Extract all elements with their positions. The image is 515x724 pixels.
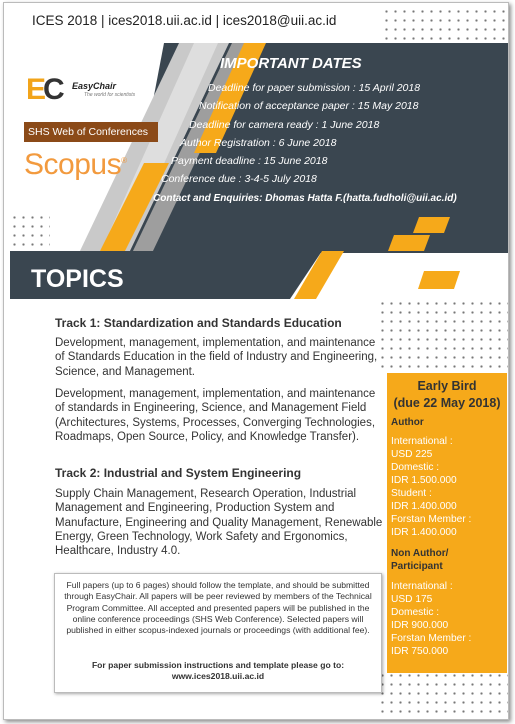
- price-line: IDR 1.400.000: [391, 501, 457, 512]
- date-line: Deadline for camera ready : 1 June 2018: [189, 119, 380, 131]
- track-2-title: Track 2: Industrial and System Engineering: [55, 466, 302, 480]
- price-line: International :: [391, 436, 453, 447]
- price-line: USD 175: [391, 594, 433, 605]
- track-2-paragraph-1: Supply Chain Management, Research Operation, Industrial Management and Engineering, Production System and Manufacture, Engineering and Quality Management, Renewable Energy, Green Technology, Work Safety and Ergonomics, Healthcare, Industry 4.0.: [55, 488, 383, 558]
- scopus-logo: [24, 148, 126, 182]
- track-1-title: Track 1: Standardization and Standards Education: [55, 316, 342, 330]
- price-line: International :: [391, 581, 453, 592]
- price-line: USD 225: [391, 449, 433, 460]
- price-line: Student :: [391, 488, 432, 499]
- non-author-heading: Non Author/: [391, 548, 449, 559]
- date-line: Author Registration : 6 June 2018: [180, 137, 337, 149]
- price-line: Domestic :: [391, 462, 440, 473]
- scopus-logo-text: Scopus: [24, 148, 122, 181]
- submission-note-text: Full papers (up to 6 pages) should follow the template, and should be submitted through EasyChair. All papers will be peer reviewed by members of the Technical Program Committee. All accepted and presented papers will be published in the online conference proceedings (SHS Web Conference). Selected papers will published in either scopus-indexed journals or proceedings (with additional fee).: [64, 580, 372, 636]
- scopus-logo-registered: ®: [121, 156, 127, 165]
- price-line: IDR 1.400.000: [391, 527, 457, 538]
- price-line: IDR 900.000: [391, 620, 449, 631]
- track-1-paragraph-1: Development, management, implementation, and maintenance of Standards Education in the field of Industry and Engineering, Science, and Management.: [55, 337, 378, 378]
- conference-flyer: [3, 2, 509, 720]
- date-line: Notification of acceptance paper : 15 May 2018: [199, 100, 419, 112]
- shs-logo: SHS Web of Conferences: [24, 122, 158, 142]
- header-contact-line: ICES 2018 | ices2018.uii.ac.id | ices2018@uii.ac.id: [32, 13, 337, 28]
- date-line: Conference due : 3-4-5 July 2018: [161, 173, 317, 185]
- topics-title: TOPICS: [31, 265, 124, 293]
- track-1-paragraph-2: Development, management, implementation, and maintenance of standards in Engineering, Science, and Management Field (Architectures, Systems, Processes, Converging Technologies, Roadmaps, Open Source, Policy, and Knowledge Transfer).: [55, 388, 376, 443]
- price-line: Domestic :: [391, 607, 440, 618]
- date-line: Deadline for paper submission : 15 April 2018: [208, 82, 421, 94]
- author-heading: Author: [391, 417, 424, 428]
- price-line: Forstan Member :: [391, 514, 472, 525]
- non-author-heading-2: Participant: [391, 561, 443, 572]
- price-line: IDR 750.000: [391, 646, 449, 657]
- price-line: Forstan Member :: [391, 633, 472, 644]
- early-bird-box: [387, 373, 507, 673]
- early-bird-due: (due 22 May 2018): [393, 396, 501, 410]
- easychair-logo-mark: E: [26, 73, 47, 106]
- date-line: Payment deadline : 15 June 2018: [171, 155, 328, 167]
- important-dates-title: IMPORTANT DATES: [220, 55, 362, 72]
- contact-enquiries: Contact and Enquiries: Dhomas Hatta F.(hatta.fudholi@uii.ac.id): [153, 193, 457, 204]
- easychair-logo-mark-2: C: [43, 73, 65, 106]
- submission-note-box: [54, 573, 382, 693]
- dot-pattern-bottom: [378, 671, 508, 717]
- submission-note-link: For paper submission instructions and template please go to: www.ices2018.uii.ac.id: [91, 660, 345, 682]
- easychair-logo-name: EasyChair: [72, 81, 117, 91]
- price-line: IDR 1.500.000: [391, 475, 457, 486]
- early-bird-title: Early Bird: [417, 379, 477, 393]
- easychair-logo-tagline: The world for scientists: [84, 92, 136, 98]
- easychair-logo: [26, 71, 166, 107]
